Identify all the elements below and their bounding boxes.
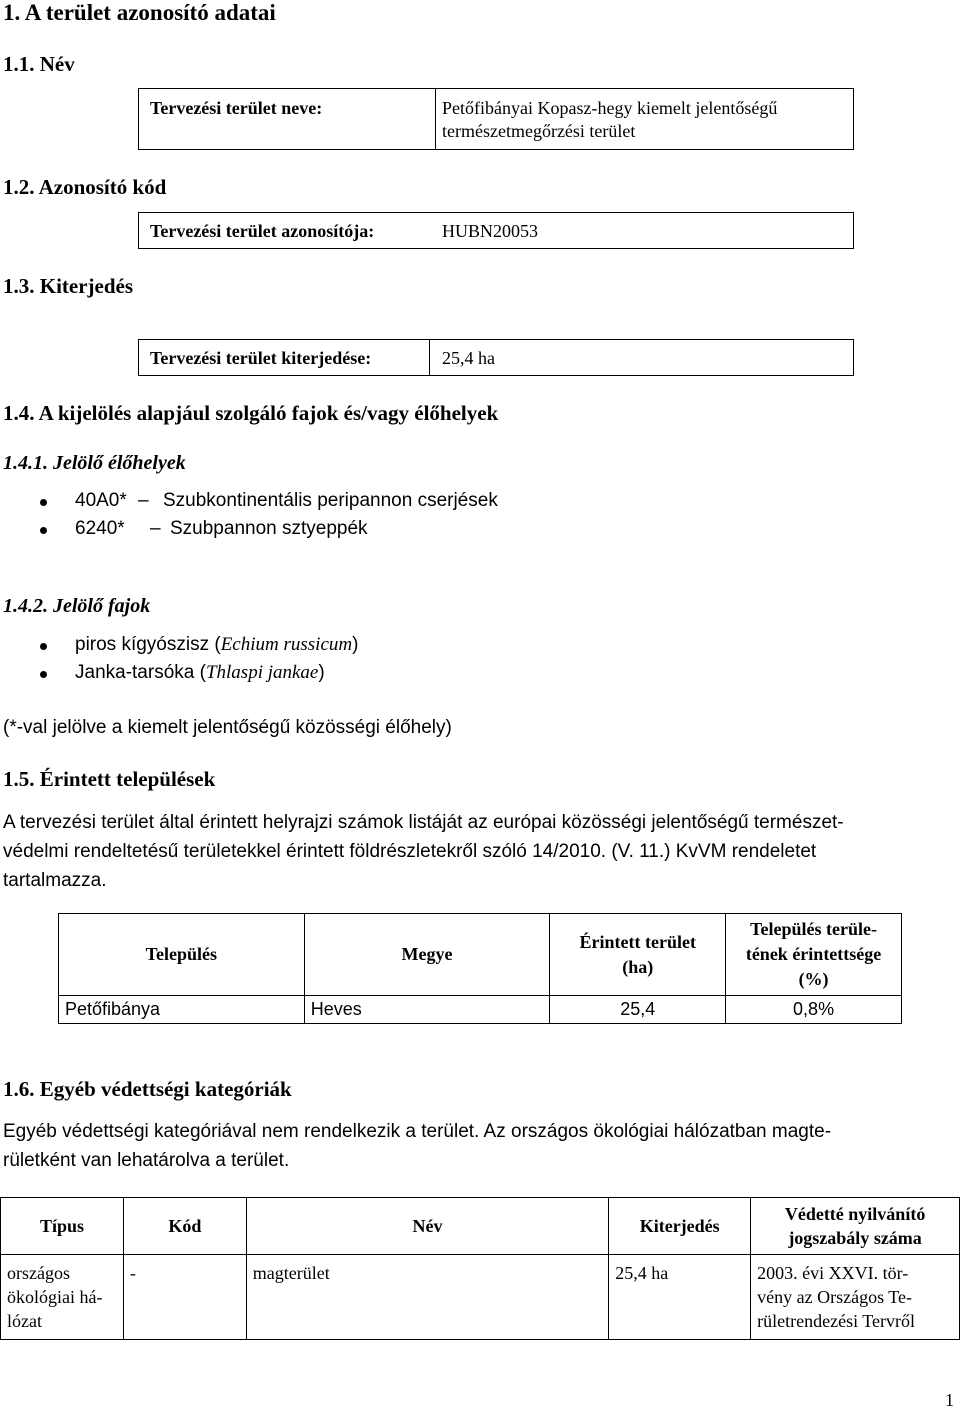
habitat-name: Szubpannon sztyeppék bbox=[170, 518, 368, 539]
species-item bbox=[75, 662, 325, 684]
code-label: Tervezési terület azonosítója: bbox=[150, 221, 375, 241]
protection-paragraph bbox=[3, 1117, 958, 1175]
habitat-dash: – bbox=[138, 490, 149, 511]
paragraph-line: Egyéb védettségi kategóriával nem rendelkezik a terület. Az országos ökológiai hálózatban magte- bbox=[3, 1121, 832, 1142]
extent-label: Tervezési terület kiterjedése: bbox=[150, 348, 372, 368]
bullet-icon bbox=[40, 643, 47, 650]
species-paren: ) bbox=[318, 662, 325, 683]
paragraph-line: védelmi rendeltetésű területekkel érintett földrészletekről szóló 14/2010. (V. 11.) KvVM rendeletet bbox=[3, 841, 817, 862]
name-value-line2: természetmegőrzési terület bbox=[442, 121, 636, 141]
species-latin-name: Thlaspi jankae bbox=[205, 662, 319, 683]
box-divider bbox=[429, 340, 430, 375]
habitat-name: Szubkontinentális peripannon cserjések bbox=[163, 490, 498, 511]
subsection-title-settlements: 1.5. Érintett települések bbox=[3, 767, 216, 791]
table-cell: magterület bbox=[246, 1255, 608, 1340]
bullet-icon bbox=[40, 527, 47, 534]
table-row bbox=[1, 1255, 960, 1340]
table-cell: 0,8% bbox=[726, 996, 902, 1024]
table-cell: Petőfibánya bbox=[59, 996, 305, 1024]
column-header: Kiterjedés bbox=[609, 1198, 751, 1255]
code-box bbox=[138, 212, 854, 249]
habitat-code: 6240* bbox=[75, 518, 125, 539]
habitat-code: 40A0* bbox=[75, 490, 127, 511]
table-header-row bbox=[1, 1198, 960, 1255]
column-header: Település bbox=[59, 914, 305, 996]
code-value: HUBN20053 bbox=[442, 221, 539, 241]
table-header-row bbox=[59, 914, 902, 996]
name-label: Tervezési terület neve: bbox=[150, 98, 323, 118]
protection-table bbox=[0, 1197, 960, 1340]
paragraph-line: rületként van lehatárolva a terület. bbox=[3, 1150, 290, 1171]
column-header: Település terüle- tének érintettsége (%) bbox=[726, 914, 902, 996]
name-value-line1: Petőfibányai Kopasz-hegy kiemelt jelentőségű bbox=[442, 98, 778, 118]
subsection-title-basis: 1.4. A kijelölés alapjául szolgáló fajok és/vagy élőhelyek bbox=[3, 401, 499, 425]
table-cell: - bbox=[123, 1255, 246, 1340]
settlements-table bbox=[58, 913, 902, 1024]
page-number: 1 bbox=[945, 1390, 954, 1410]
column-header: Védetté nyilvánító jogszabály száma bbox=[751, 1198, 960, 1255]
subsubsection-title-species: 1.4.2. Jelölő fajok bbox=[3, 595, 151, 617]
species-item bbox=[75, 634, 358, 656]
subsection-title-name: 1.1. Név bbox=[3, 52, 75, 76]
table-cell: Heves bbox=[304, 996, 550, 1024]
table-cell: 25,4 bbox=[550, 996, 726, 1024]
name-box bbox=[138, 88, 854, 150]
species-common-name: piros kígyószisz ( bbox=[75, 634, 221, 655]
subsection-title-protection: 1.6. Egyéb védettségi kategóriák bbox=[3, 1077, 292, 1101]
subsection-title-code: 1.2. Azonosító kód bbox=[3, 175, 167, 199]
extent-box bbox=[138, 339, 854, 376]
bullet-icon bbox=[40, 671, 47, 678]
species-latin-name: Echium russicum bbox=[220, 634, 353, 655]
column-header: Kód bbox=[123, 1198, 246, 1255]
extent-value: 25,4 ha bbox=[442, 348, 495, 368]
subsection-title-extent: 1.3. Kiterjedés bbox=[3, 274, 134, 298]
subsubsection-title-habitats: 1.4.1. Jelölő élőhelyek bbox=[3, 452, 186, 474]
column-header: Megye bbox=[304, 914, 550, 996]
settlements-paragraph bbox=[3, 808, 958, 895]
species-paren: ) bbox=[352, 634, 359, 655]
table-cell: 2003. évi XXVI. tör- vény az Országos Te- rületrendezési Tervről bbox=[751, 1255, 960, 1340]
table-cell: 25,4 ha bbox=[609, 1255, 751, 1340]
column-header: Típus bbox=[1, 1198, 124, 1255]
habitat-dash: – bbox=[150, 518, 161, 539]
table-cell: országos ökológiai há- lózat bbox=[1, 1255, 124, 1340]
paragraph-line: tartalmazza. bbox=[3, 870, 107, 891]
column-header: Érintett terület (ha) bbox=[550, 914, 726, 996]
column-header: Név bbox=[246, 1198, 608, 1255]
box-divider bbox=[435, 89, 436, 149]
section-title: 1. A terület azonosító adatai bbox=[3, 0, 276, 25]
paragraph-line: A tervezési terület által érintett helyrajzi számok listáját az európai közösségi jelentőségű természet- bbox=[3, 812, 844, 833]
priority-note: (*-val jelölve a kiemelt jelentőségű közösségi élőhely) bbox=[3, 717, 452, 738]
bullet-icon bbox=[40, 499, 47, 506]
table-row bbox=[59, 996, 902, 1024]
species-common-name: Janka-tarsóka ( bbox=[75, 662, 206, 683]
